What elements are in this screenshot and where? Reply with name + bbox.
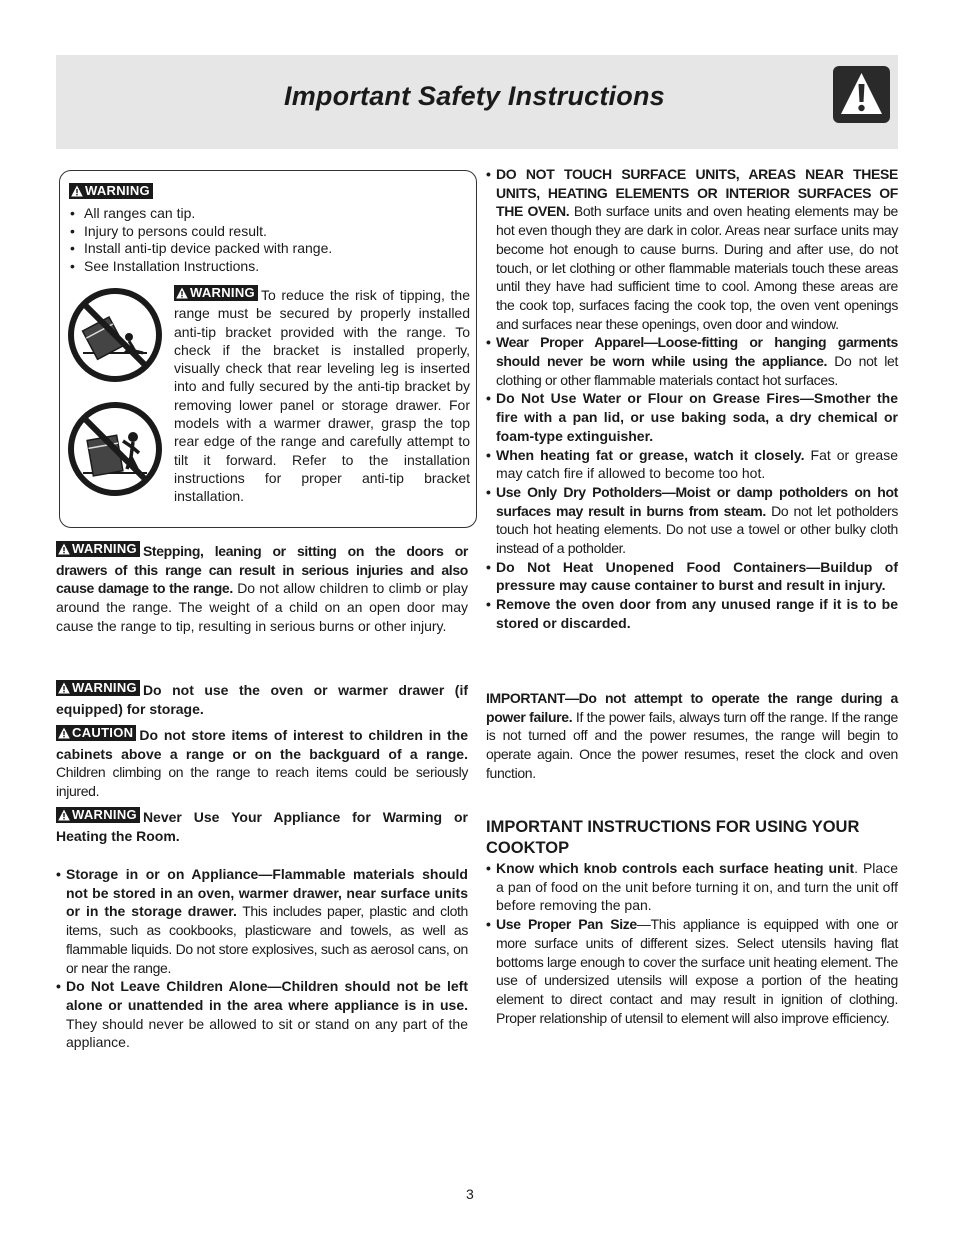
section-heading: IMPORTANT INSTRUCTIONS FOR USING YOUR COOKTOP xyxy=(486,818,860,857)
warning-label: WARNING xyxy=(69,183,153,199)
anti-tip-warning-box xyxy=(59,170,477,528)
header-banner xyxy=(56,55,898,149)
warning-label: WARNING xyxy=(174,285,258,301)
alert-icon xyxy=(58,809,70,821)
list-item: • Install anti-tip device packed with range. xyxy=(70,240,332,258)
list-item: • Do Not Use Water or Flour on Grease Fires—Smother the fire with a pan lid, or use baking soda, a dry chemical or foam-type extinguisher. xyxy=(486,389,898,445)
caution-label: CAUTION xyxy=(56,725,136,741)
warning-label: WARNING xyxy=(56,541,140,557)
cooktop-section xyxy=(486,817,898,1027)
alert-icon xyxy=(58,543,70,555)
right-bullet-list xyxy=(486,165,898,633)
list-item: • Injury to persons could result. xyxy=(70,223,332,241)
list-item: • Know which knob controls each surface heating unit. Place a pan of food on the unit before turning it on, and turn the unit off before removing the pan. xyxy=(486,859,898,915)
list-item: • Use Only Dry Potholders—Moist or damp potholders on hot surfaces may result in burns from steam. Do not let potholders touch hot heating elements. Do not use a towel or other bulky cloth instead of a potholder. xyxy=(486,483,898,558)
list-item: • Do Not Heat Unopened Food Containers—Buildup of pressure may cause container to burst and result in injury. xyxy=(486,558,898,595)
list-item: • Do Not Leave Children Alone—Children should not be left alone or unattended in the area where appliance is in use. They should never be allowed to sit or stand on any part of the appliance. xyxy=(56,977,468,1052)
important-power-failure: IMPORTANT—Do not attempt to operate the range during a power failure. If the power fails, always turn off the range. If the range is not turned off and the power resumes, the range will begin to operate again. Once the power resumes, reset the clock and oven function. xyxy=(486,690,898,781)
no-child-climbing-door-icon xyxy=(67,401,163,497)
warning-stepping: WARNING Stepping, leaning or sitting on the doors or drawers of this range can result in serious injuries and also cause damage to the range. Do not allow children to climb or play around the range. The weight of a child on an open door may cause the range to tip, resulting in serious burns or other injury. xyxy=(56,541,468,634)
page-title: Important Safety Instructions xyxy=(284,81,665,111)
page-number: 3 xyxy=(466,1186,474,1202)
warning-label: WARNING xyxy=(56,680,140,696)
alert-icon xyxy=(71,185,83,197)
no-tipping-range-icon xyxy=(67,287,163,383)
caution-cabinets: CAUTION Do not store items of interest to children in the cabinets above a range or on the backguard of a range. Children climbing on the range to reach items could be seriously injured. xyxy=(56,725,468,800)
list-item: • All ranges can tip. xyxy=(70,205,332,223)
alert-icon xyxy=(58,682,70,694)
anti-tip-bullet-list xyxy=(70,205,332,275)
list-item: • Remove the oven door from any unused range if it is to be stored or discarded. xyxy=(486,595,898,632)
anti-tip-warning-text: WARNING To reduce the risk of tipping, the range must be secured by properly installed anti-tip bracket provided with the range. To check if the bracket is installed properly, visually check that rear leveling leg is inserted into and fully secured by the anti-tip bracket by removing lower panel or storage drawer. For models with a warmer drawer, grasp the top rear edge of the range and carefully attempt to tilt it forward. Refer to the installation instructions for proper anti-tip bracket installation. xyxy=(174,285,470,505)
list-item: • When heating fat or grease, watch it closely. Fat or grease may catch fire if allowed to become too hot. xyxy=(486,446,898,483)
alert-icon xyxy=(176,287,188,299)
list-item: • Storage in or on Appliance—Flammable materials should not be stored in an oven, warmer drawer, near surface units or in the storage drawer. This includes paper, plastic and cloth items, such as cookbooks, plasticware and towels, as well as flammable liquids. Do not store explosives, such as aerosol cans, on or near the range. xyxy=(56,865,468,977)
warning-heating-room: WARNING Never Use Your Appliance for Warming or Heating the Room. xyxy=(56,807,468,844)
list-item: • Wear Proper Apparel—Loose-fitting or hanging garments should never be worn while using the appliance. Do not let clothing or other flammable materials contact hot surfaces. xyxy=(486,333,898,389)
alert-icon xyxy=(58,727,70,739)
list-item: • Use Proper Pan Size—This appliance is equipped with one or more surface units of different sizes. Select utensils having flat bottoms large enough to cover the surface unit heating element. The use of undersized utensils will expose a portion of the heating element to direct contact and may result in ignition of clothing. Proper relationship of utensil to element will also improve efficiency. xyxy=(486,915,898,1027)
warning-triangle-icon xyxy=(833,66,890,123)
warning-storage: WARNING Do not use the oven or warmer drawer (if equipped) for storage. xyxy=(56,680,468,717)
list-item: • See Installation Instructions. xyxy=(70,258,332,276)
left-bullet-list xyxy=(56,865,468,1052)
list-item: • DO NOT TOUCH SURFACE UNITS, AREAS NEAR THESE UNITS, HEATING ELEMENTS OR INTERIOR SURFACES OF THE OVEN. Both surface units and oven heating elements may be hot even though they are dark in color. Areas near surface units may become hot enough to cause burns. During and after use, do not touch, or let clothing or other flammable materials touch these areas until they have had sufficient time to cool. Among these areas are the cook top, surfaces facing the cook top, the oven vent openings and surfaces near these openings, oven door and window. xyxy=(486,165,898,333)
warning-label: WARNING xyxy=(56,807,140,823)
